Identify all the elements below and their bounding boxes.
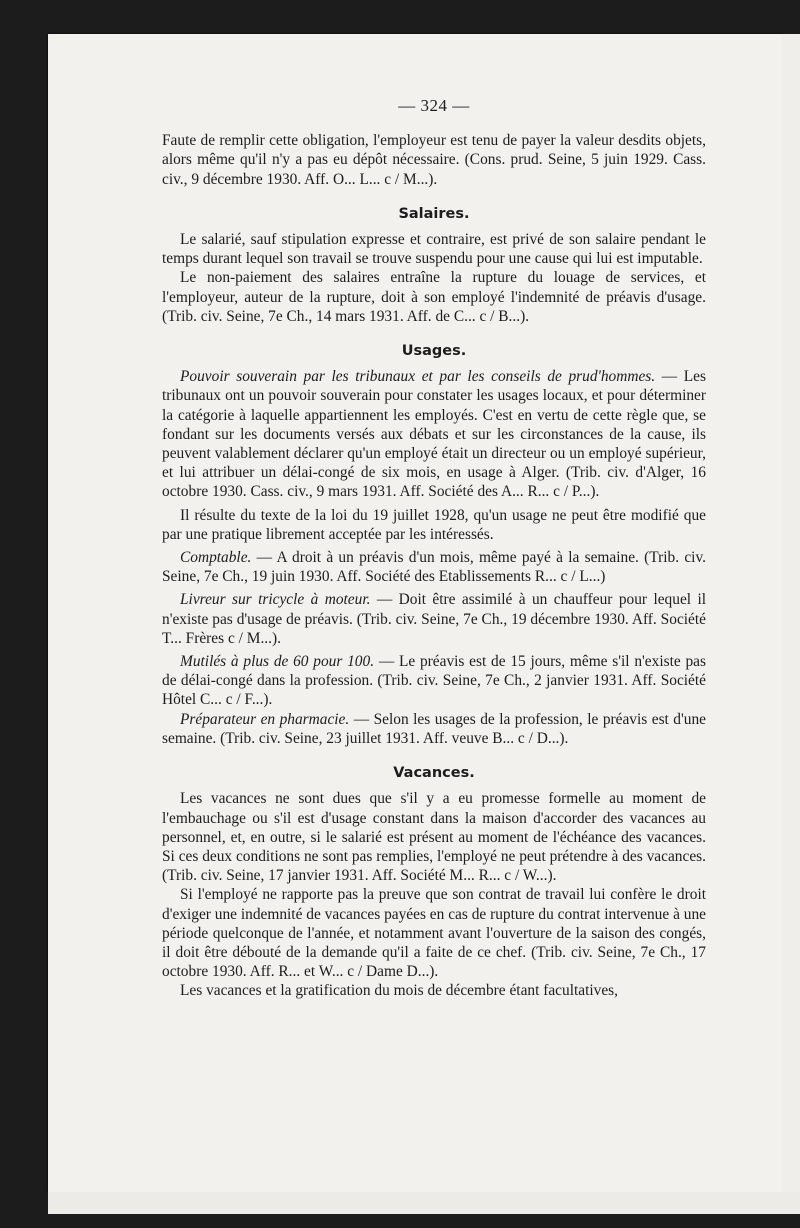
entry-text: — Doit être assimilé à un chauffeur pour lequel il n'existe pas d'usage de préavis. (Trib. civ. Seine, 7e Ch., 19 décembre 1930. Aff. Société T... Frères c / M...).: [162, 591, 707, 647]
entry-lead: Pouvoir souverain par les tribunaux et par les conseils de prud'hommes.: [180, 368, 656, 386]
section-heading-usages: Usages.: [401, 343, 467, 360]
entry-text: Il résulte du texte de la loi du 19 juillet 1928, qu'un usage ne peut être modifié que par une pratique librement acceptée par les intéressés.: [162, 506, 706, 543]
entry-text: — Le préavis est de 15 jours, même s'il n'existe pas de délai-congé dans la profession. (Trib. civ. Seine, 7e Ch., 2 janvier 1931. Aff. Société Hôtel C... c / F...).: [162, 653, 706, 709]
entry-text: — Selon les usages de la profession, le préavis est d'une semaine. (Trib. civ. Seine, 23 juillet 1931. Aff. veuve B... c / D...).: [162, 710, 707, 747]
usages-entry-livreur: [162, 590, 706, 648]
section-heading-salaires: Salaires.: [398, 205, 470, 222]
entry-text: — A droit à un préavis d'un mois, même payé à la semaine. (Trib. civ. Seine, 7e Ch., 19 juin 1930. Aff. Société des Etablissements R... c / L...): [162, 549, 706, 586]
page-edge-right: [782, 34, 800, 1214]
usages-entry-preparateur: [162, 710, 706, 748]
usages-entry-loi: [162, 506, 706, 544]
salaires-paragraph-1: Le salarié, sauf stipulation expresse et contraire, est privé de son salaire pendant le temps durant lequel son travail se trouve suspendu pour une cause qui lui est imputable.: [162, 231, 706, 268]
page-edge-bottom: [48, 1192, 800, 1214]
entry-lead: Comptable.: [180, 549, 252, 567]
page-number: — 324 —: [398, 96, 470, 115]
vacances-paragraph-2: Si l'employé ne rapporte pas la preuve que son contrat de travail lui confère le droit d'exiger une indemnité de vacances payées en cas de rupture du contrat intervenue à une période quelconque de l'année, et notamment avant l'ouverture de la saison des congés, il doit être débouté de la demande qu'il a faite de ce chef. (Trib. civ. Seine, 7e Ch., 17 octobre 1930. Aff. R... et W... c / Dame D...).: [162, 886, 706, 981]
intro-paragraph: Faute de remplir cette obligation, l'employeur est tenu de payer la valeur desdits objets, alors même qu'il n'y a pas eu dépôt nécessaire. (Cons. prud. Seine, 5 juin 1929. Cass. civ., 9 décembre 1930. Aff. O... L... c / M...).: [162, 132, 706, 188]
vacances-paragraph-1: Les vacances ne sont dues que s'il y a eu promesse formelle au moment de l'embauchage ou s'il est d'usage constant dans la maison d'accorder des vacances au personnel, et, en outre, si le salarié est présent au moment de l'échéance des vacances. Si ces deux conditions ne sont pas remplies, l'employé ne peut prétendre à des vacances. (Trib. civ. Seine, 17 janvier 1931. Aff. Société M... R... c / W...).: [162, 790, 706, 885]
entry-lead: Livreur sur tricycle à moteur.: [180, 591, 371, 609]
usages-entry-mutiles: [162, 652, 706, 710]
salaires-paragraph-2: Le non-paiement des salaires entraîne la rupture du louage de services, et l'employeur, auteur de la rupture, doit à son employé l'indemnité de préavis d'usage. (Trib. civ. Seine, 7e Ch., 14 mars 1931. Aff. de C... c / B...).: [162, 269, 706, 325]
vacances-paragraph-3: Les vacances et la gratification du mois de décembre étant facultatives,: [180, 982, 619, 1000]
section-heading-vacances: Vacances.: [393, 765, 475, 782]
page-content: [162, 96, 706, 1001]
entry-lead: Préparateur en pharmacie.: [180, 710, 350, 728]
usages-entry-comptable: [162, 548, 706, 586]
usages-entry-pouvoir: [162, 367, 706, 501]
entry-text: — Les tribunaux ont un pouvoir souverain pour constater les usages locaux, et pour déterminer la catégorie à laquelle appartiennent les employés. C'est en vertu de cette règle que, se fondant sur les documents versés aux débats et sur les circonstances de la cause, ils peuvent valablement déclarer qu'un employé était un directeur ou un employé supérieur, et lui attribuer un délai-congé de six mois, en usage à Alger. (Trib. civ. d'Alger, 16 octobre 1930. Cass. civ., 9 mars 1931. Aff. Société des A... R... c / P...).: [162, 368, 707, 501]
entry-lead: Mutilés à plus de 60 pour 100.: [180, 653, 375, 671]
